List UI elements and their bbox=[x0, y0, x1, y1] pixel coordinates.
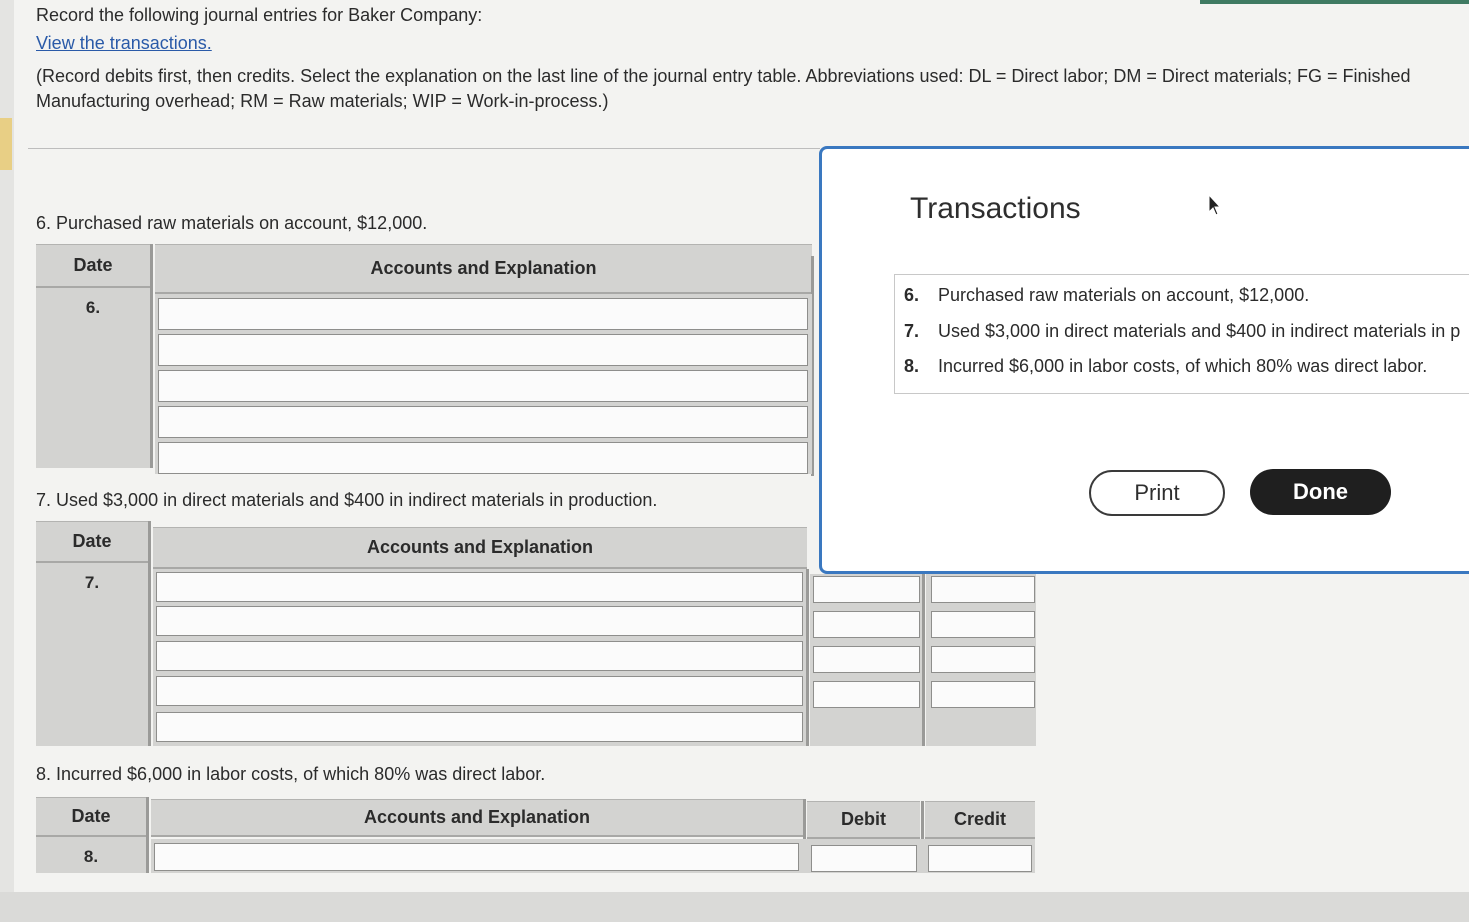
debit-input[interactable] bbox=[813, 576, 920, 603]
credit-input[interactable] bbox=[931, 576, 1035, 603]
debit-input[interactable] bbox=[813, 646, 920, 673]
account-input[interactable] bbox=[154, 843, 799, 871]
credit-header: Credit bbox=[925, 801, 1035, 839]
date-header: Date bbox=[36, 521, 148, 563]
instruction-heading: Record the following journal entries for Baker Company: bbox=[36, 5, 483, 25]
entry-number: 6. bbox=[36, 288, 150, 468]
credit-input[interactable] bbox=[931, 646, 1035, 673]
account-input[interactable] bbox=[158, 334, 808, 366]
entry-number: 8. bbox=[36, 837, 146, 873]
transaction-number: 6. bbox=[904, 285, 920, 305]
left-tab-marker bbox=[0, 118, 12, 170]
column-separator bbox=[150, 244, 153, 468]
account-input[interactable] bbox=[156, 572, 803, 602]
account-input[interactable] bbox=[156, 606, 803, 636]
instruction-text-line2: Manufacturing overhead; RM = Raw materials; WIP = Work-in-process.) bbox=[36, 91, 609, 111]
print-button[interactable]: Print bbox=[1089, 470, 1225, 516]
instruction-text-line1: (Record debits first, then credits. Select the explanation on the last line of the journal entry table. Abbreviations used: DL = Direct labor; DM = Direct materials; FG = Finished bbox=[36, 66, 1411, 86]
debit-header: Debit bbox=[807, 801, 920, 839]
entry-number: 7. bbox=[36, 563, 148, 746]
credit-input[interactable] bbox=[931, 611, 1035, 638]
entry-7-title: 7. Used $3,000 in direct materials and $400 in indirect materials in production. bbox=[36, 490, 658, 510]
account-input[interactable] bbox=[158, 406, 808, 438]
explanation-input[interactable] bbox=[158, 442, 808, 474]
debit-input[interactable] bbox=[811, 845, 917, 872]
column-separator bbox=[148, 521, 151, 746]
transaction-item bbox=[904, 356, 1427, 377]
accounts-header: Accounts and Explanation bbox=[153, 527, 807, 569]
credit-input[interactable] bbox=[928, 845, 1032, 872]
account-input[interactable] bbox=[156, 676, 803, 706]
transaction-text: Used $3,000 in direct materials and $400 in indirect materials in p bbox=[938, 321, 1461, 341]
modal-title: Transactions bbox=[910, 192, 1081, 225]
debit-input[interactable] bbox=[813, 611, 920, 638]
transaction-item bbox=[904, 285, 1309, 306]
debit-input[interactable] bbox=[813, 681, 920, 708]
column-separator bbox=[146, 797, 149, 873]
transaction-number: 8. bbox=[904, 356, 920, 376]
credit-input[interactable] bbox=[931, 681, 1035, 708]
account-input[interactable] bbox=[156, 641, 803, 671]
transaction-number: 7. bbox=[904, 321, 920, 341]
accounts-header: Accounts and Explanation bbox=[155, 244, 812, 294]
done-button[interactable]: Done bbox=[1250, 469, 1391, 515]
account-input[interactable] bbox=[158, 298, 808, 330]
accounts-header: Accounts and Explanation bbox=[151, 799, 803, 837]
mouse-pointer-icon bbox=[1208, 194, 1224, 218]
transaction-text: Purchased raw materials on account, $12,000. bbox=[938, 285, 1310, 305]
divider bbox=[28, 148, 820, 149]
bottom-strip bbox=[0, 892, 1469, 922]
transaction-text: Incurred $6,000 in labor costs, of which 80% was direct labor. bbox=[938, 356, 1428, 376]
date-header: Date bbox=[36, 797, 146, 837]
column-separator bbox=[922, 574, 925, 746]
view-transactions-link[interactable]: View the transactions. bbox=[36, 33, 212, 53]
entry-8-title: 8. Incurred $6,000 in labor costs, of which 80% was direct labor. bbox=[36, 764, 546, 784]
entry-6-title: 6. Purchased raw materials on account, $12,000. bbox=[36, 213, 428, 233]
account-input[interactable] bbox=[158, 370, 808, 402]
explanation-input[interactable] bbox=[156, 712, 803, 742]
date-header: Date bbox=[36, 244, 150, 288]
top-accent-bar bbox=[1200, 0, 1469, 4]
transaction-item bbox=[904, 321, 1460, 342]
column-separator bbox=[806, 569, 809, 746]
